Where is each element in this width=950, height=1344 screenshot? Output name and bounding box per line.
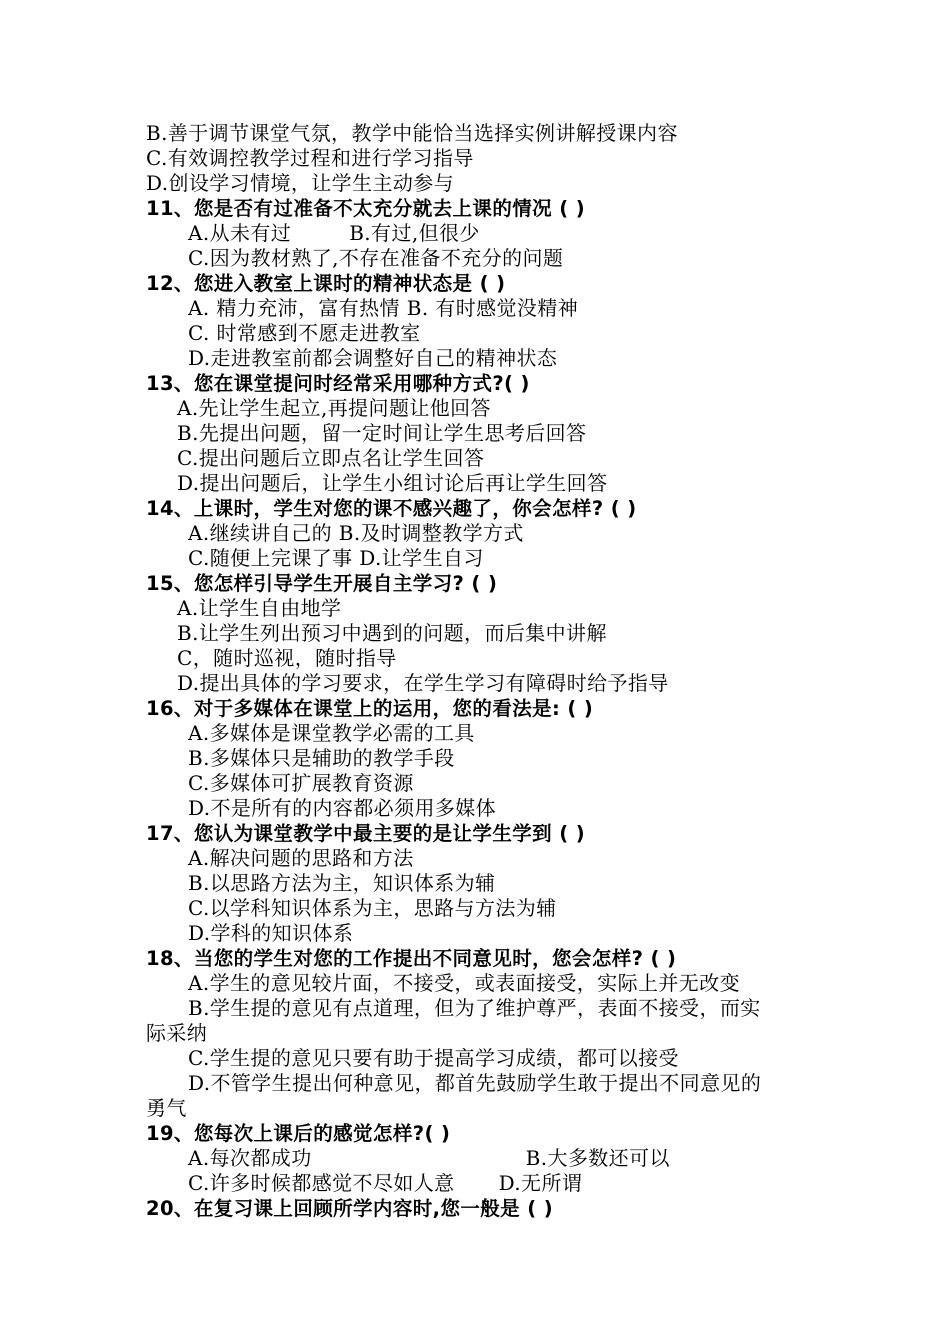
option-b: B.多媒体只是辅助的教学手段 <box>188 746 455 770</box>
option-c: C.以学科知识体系为主，思路与方法为辅 <box>188 896 557 920</box>
option-a: A.学生的意见较片面，不接受，或表面接受，实际上并无改变 <box>188 971 741 995</box>
option-a: A.多媒体是课堂教学必需的工具 <box>188 721 475 745</box>
option-line <box>146 221 816 246</box>
option-line: C.有效调控教学过程和进行学习指导 <box>146 146 474 170</box>
question-11: 11、您是否有过准备不太充分就去上课的情况 ( ) <box>146 197 586 220</box>
option-c: C.许多时候都感觉不尽如人意 <box>188 1171 455 1195</box>
option-b: B.有过,但很少 <box>349 221 480 245</box>
option-d: D.不是所有的内容都必须用多媒体 <box>188 796 497 820</box>
question-18: 18、当您的学生对您的工作提出不同意见时，您会怎样? ( ) <box>146 947 677 970</box>
option-d: D.不管学生提出何种意见，都首先鼓励学生敢于提出不同意见的 <box>188 1071 762 1095</box>
question-13: 13、您在课堂提问时经常采用哪种方式?( ) <box>146 372 530 395</box>
question-14: 14、上课时，学生对您的课不感兴趣了，你会怎样? ( ) <box>146 497 637 520</box>
option-d: D.无所谓 <box>498 1171 583 1195</box>
question-17: 17、您认为课堂教学中最主要的是让学生学到 ( ) <box>146 822 586 845</box>
option-a: A.让学生自由地学 <box>177 596 342 620</box>
question-15: 15、您怎样引导学生开展自主学习? ( ) <box>146 572 498 595</box>
option-line: B.善于调节课堂气氛，教学中能恰当选择实例讲解授课内容 <box>146 121 678 145</box>
option-b: B.让学生列出预习中遇到的问题，而后集中讲解 <box>177 621 607 645</box>
option-c: C.因为教材熟了,不存在准备不充分的问题 <box>188 246 564 270</box>
questionnaire-content <box>146 121 816 1221</box>
option-line: D.创设学习情境，让学生主动参与 <box>146 171 455 195</box>
option-d: D.学科的知识体系 <box>188 921 354 945</box>
option-c: C.学生提的意见只要有助于提高学习成绩，都可以接受 <box>188 1046 679 1070</box>
option-ab: A.继续讲自己的 B.及时调整教学方式 <box>188 521 524 545</box>
option-line <box>146 1171 816 1196</box>
option-c: C. 时常感到不愿走进教室 <box>188 321 421 345</box>
option-ab: A. 精力充沛，富有热情 B. 有时感觉没精神 <box>188 296 579 320</box>
question-12: 12、您进入教室上课时的精神状态是 ( ) <box>146 272 506 295</box>
option-d: D.走进教室前都会调整好自己的精神状态 <box>188 346 558 370</box>
option-line <box>146 1146 816 1171</box>
option-b: B.先提出问题，留一定时间让学生思考后回答 <box>177 421 587 445</box>
question-20: 20、在复习课上回顾所学内容时,您一般是 ( ) <box>146 1197 554 1220</box>
option-c: C，随时巡视，随时指导 <box>177 646 397 670</box>
option-c: C.多媒体可扩展教育资源 <box>188 771 414 795</box>
option-b-wrap: 际采纳 <box>146 1021 208 1045</box>
option-b: B.大多数还可以 <box>525 1146 670 1170</box>
option-b: B.以思路方法为主，知识体系为辅 <box>188 871 496 895</box>
option-a: A.每次都成功 <box>188 1146 312 1170</box>
option-a: A.解决问题的思路和方法 <box>188 846 414 870</box>
option-c: C.提出问题后立即点名让学生回答 <box>177 446 485 470</box>
option-a: A.先让学生起立,再提问题让他回答 <box>177 396 491 420</box>
option-d-wrap: 勇气 <box>146 1096 187 1120</box>
question-16: 16、对于多媒体在课堂上的运用，您的看法是: ( ) <box>146 697 594 720</box>
option-cd: C.随便上完课了事 D.让学生自习 <box>188 546 484 570</box>
option-d: D.提出具体的学习要求，在学生学习有障碍时给予指导 <box>177 671 669 695</box>
option-b: B.学生提的意见有点道理，但为了维护尊严，表面不接受，而实 <box>188 996 761 1020</box>
option-a: A.从未有过 <box>188 221 292 245</box>
option-d: D.提出问题后，让学生小组讨论后再让学生回答 <box>177 471 608 495</box>
question-19: 19、您每次上课后的感觉怎样?( ) <box>146 1122 451 1145</box>
